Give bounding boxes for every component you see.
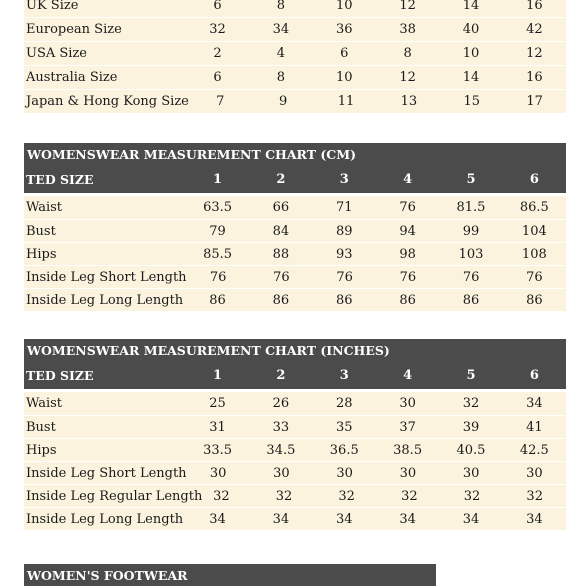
table-row bbox=[24, 219, 566, 242]
size-header-label: TED SIZE bbox=[26, 367, 94, 383]
cell: 12 bbox=[399, 70, 416, 85]
cell: 108 bbox=[521, 246, 547, 262]
size-header: 6 bbox=[529, 171, 539, 187]
cell: 76 bbox=[399, 200, 416, 215]
cell: 26 bbox=[272, 396, 290, 411]
cell: 32 bbox=[275, 488, 293, 504]
cell: 17 bbox=[526, 94, 543, 109]
cell: 71 bbox=[335, 200, 353, 215]
row-label: Waist bbox=[26, 200, 63, 215]
row-label: Inside Leg Long Length bbox=[26, 292, 184, 308]
cell: 86 bbox=[209, 292, 226, 308]
table-row bbox=[24, 507, 566, 530]
table-row bbox=[24, 392, 566, 415]
cell: 37 bbox=[399, 419, 416, 435]
table-row bbox=[24, 484, 566, 507]
cell: 84 bbox=[272, 223, 290, 239]
table-row bbox=[24, 288, 566, 311]
cell: 15 bbox=[463, 94, 480, 109]
cell: 98 bbox=[399, 246, 416, 262]
cell: 32 bbox=[338, 488, 355, 504]
table-title: WOMENSWEAR MEASUREMENT CHART (INCHES) bbox=[24, 339, 566, 361]
row-label: UK Size bbox=[26, 0, 79, 13]
cell: 41 bbox=[526, 419, 543, 435]
cell: 30 bbox=[273, 465, 290, 481]
cell: 10 bbox=[335, 0, 353, 13]
cell: 16 bbox=[526, 70, 543, 85]
cell: 42.5 bbox=[519, 442, 549, 458]
row-label: Australia Size bbox=[26, 70, 118, 85]
size-header: 3 bbox=[339, 171, 349, 187]
cell: 86 bbox=[335, 292, 353, 308]
cell: 32 bbox=[526, 488, 543, 504]
footwear-title-text: WOMEN'S FOOTWEAR bbox=[27, 567, 188, 583]
cell: 6 bbox=[213, 70, 222, 85]
cell: 11 bbox=[337, 94, 355, 109]
cell: 16 bbox=[526, 0, 543, 13]
row-label: Bust bbox=[26, 419, 56, 435]
cell: 76 bbox=[273, 269, 290, 285]
cell: 66 bbox=[272, 200, 290, 215]
cell: 89 bbox=[335, 223, 353, 239]
cell: 81.5 bbox=[456, 200, 486, 215]
cell: 34 bbox=[209, 511, 226, 527]
table-row bbox=[24, 41, 566, 65]
size-header: 3 bbox=[339, 367, 349, 383]
cell: 30 bbox=[399, 396, 416, 411]
table-row bbox=[24, 438, 566, 461]
size-header: 5 bbox=[466, 367, 476, 383]
size-conversion-table bbox=[24, 0, 566, 113]
size-header: 2 bbox=[276, 171, 286, 187]
cell: 34 bbox=[335, 511, 353, 527]
cell: 85.5 bbox=[203, 246, 233, 262]
cell: 13 bbox=[400, 94, 418, 109]
cell: 34 bbox=[462, 511, 480, 527]
size-header: 2 bbox=[276, 367, 286, 383]
cell: 86 bbox=[272, 292, 290, 308]
cell: 76 bbox=[462, 269, 480, 285]
cell: 34 bbox=[526, 511, 543, 527]
cm-measurement-table bbox=[24, 143, 566, 311]
cell: 32 bbox=[462, 396, 480, 411]
cell: 104 bbox=[521, 223, 547, 239]
cell: 28 bbox=[335, 396, 353, 411]
cell: 33.5 bbox=[203, 442, 233, 458]
cell: 34 bbox=[272, 22, 290, 37]
cell: 30 bbox=[462, 465, 480, 481]
size-header-row bbox=[24, 165, 566, 193]
cell: 39 bbox=[462, 419, 480, 435]
size-header-label: TED SIZE bbox=[26, 171, 94, 187]
cell: 86 bbox=[462, 292, 480, 308]
cell: 33 bbox=[272, 419, 290, 435]
cell: 35 bbox=[335, 419, 353, 435]
row-label: Inside Leg Short Length bbox=[26, 269, 187, 285]
cell: 9 bbox=[279, 94, 288, 109]
size-header: 6 bbox=[529, 367, 539, 383]
row-label: Waist bbox=[26, 396, 63, 411]
cell: 6 bbox=[340, 46, 349, 61]
cell: 86 bbox=[526, 292, 543, 308]
cell: 10 bbox=[335, 70, 353, 85]
size-header: 4 bbox=[403, 171, 413, 187]
cell: 40.5 bbox=[456, 442, 486, 458]
table-title: WOMENSWEAR MEASUREMENT CHART (CM) bbox=[24, 143, 566, 165]
cell: 79 bbox=[209, 223, 226, 239]
cell: 32 bbox=[401, 488, 418, 504]
table-row bbox=[24, 89, 566, 113]
table-row bbox=[24, 196, 566, 219]
cell: 31 bbox=[209, 419, 226, 435]
inches-measurement-table bbox=[24, 339, 566, 530]
cell: 42 bbox=[526, 22, 543, 37]
cell: 76 bbox=[399, 269, 417, 285]
cell: 76 bbox=[209, 269, 227, 285]
cell: 93 bbox=[335, 246, 353, 262]
cell: 36.5 bbox=[329, 442, 359, 458]
cell: 30 bbox=[526, 465, 543, 481]
cell: 14 bbox=[462, 0, 480, 13]
cell: 30 bbox=[399, 465, 417, 481]
cell: 32 bbox=[209, 22, 226, 37]
cell: 14 bbox=[462, 70, 480, 85]
size-header: 5 bbox=[466, 171, 476, 187]
cell: 8 bbox=[276, 0, 286, 13]
table-row bbox=[24, 242, 566, 265]
cell: 12 bbox=[399, 0, 416, 13]
cell: 25 bbox=[209, 396, 226, 411]
cell: 86.5 bbox=[519, 200, 549, 215]
cell: 34 bbox=[272, 511, 290, 527]
row-label: Hips bbox=[26, 246, 57, 262]
table-row bbox=[24, 265, 566, 288]
row-label: Inside Leg Long Length bbox=[26, 511, 184, 527]
cell: 38.5 bbox=[393, 442, 423, 458]
cell: 7 bbox=[216, 94, 225, 109]
table-row bbox=[24, 65, 566, 89]
cell: 8 bbox=[276, 70, 286, 85]
size-header: 4 bbox=[403, 367, 413, 383]
table-row bbox=[24, 17, 566, 41]
footwear-table-title bbox=[24, 564, 436, 586]
cell: 86 bbox=[399, 292, 416, 308]
cell: 34.5 bbox=[266, 442, 296, 458]
cell: 34 bbox=[526, 396, 543, 411]
table-row bbox=[24, 461, 566, 484]
cell: 30 bbox=[336, 465, 353, 481]
row-label: Inside Leg Regular Length bbox=[26, 488, 203, 504]
cell: 34 bbox=[399, 511, 416, 527]
cell: 30 bbox=[209, 465, 227, 481]
cell: 94 bbox=[399, 223, 416, 239]
cell: 12 bbox=[526, 46, 543, 61]
cell: 88 bbox=[272, 246, 290, 262]
cell: 10 bbox=[462, 46, 480, 61]
cell: 36 bbox=[335, 22, 353, 37]
cell: 6 bbox=[213, 0, 222, 13]
cell: 63.5 bbox=[203, 200, 233, 215]
cell: 32 bbox=[213, 488, 230, 504]
size-header: 1 bbox=[213, 171, 223, 187]
cell: 32 bbox=[463, 488, 481, 504]
cell: 8 bbox=[403, 46, 412, 61]
table-row bbox=[24, 415, 566, 438]
row-label: Inside Leg Short Length bbox=[26, 465, 187, 481]
table-row bbox=[24, 0, 566, 17]
cell: 38 bbox=[399, 22, 416, 37]
cell: 40 bbox=[462, 22, 480, 37]
size-header-row bbox=[24, 361, 566, 389]
cell: 76 bbox=[526, 269, 543, 285]
row-label: Bust bbox=[26, 223, 56, 239]
cell: 76 bbox=[336, 269, 353, 285]
row-label: Hips bbox=[26, 442, 57, 458]
cell: 2 bbox=[213, 46, 222, 61]
row-label: European Size bbox=[26, 22, 122, 37]
row-label: USA Size bbox=[26, 46, 87, 61]
cell: 99 bbox=[462, 223, 480, 239]
size-header: 1 bbox=[213, 367, 223, 383]
cell: 103 bbox=[458, 246, 484, 262]
cell: 4 bbox=[276, 46, 286, 61]
row-label: Japan & Hong Kong Size bbox=[26, 94, 189, 109]
